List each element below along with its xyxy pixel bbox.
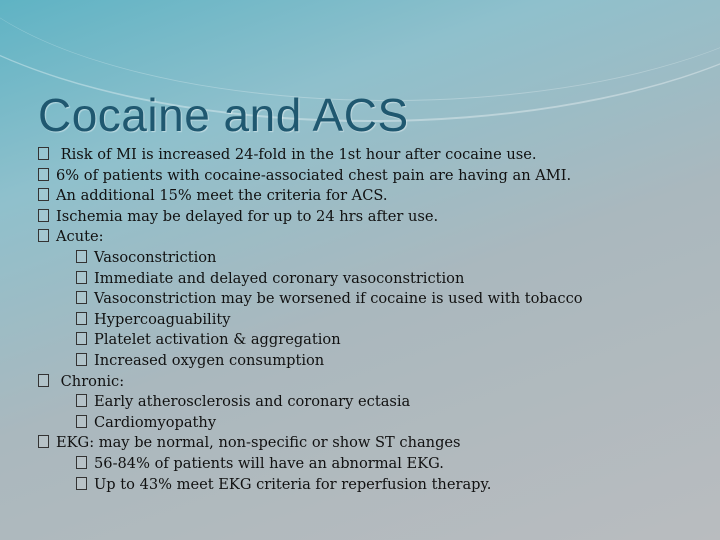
- bullet-box-icon: [76, 332, 87, 345]
- bullet-text: An additional 15% meet the criteria for ACS.: [56, 187, 388, 205]
- bullet-text: Up to 43% meet EKG criteria for reperfusion therapy.: [94, 475, 492, 493]
- bullet-text: 6% of patients with cocaine-associated chest pain are having an AMI.: [56, 166, 572, 184]
- bullet-text: Acute:: [56, 228, 104, 246]
- bullet-box-icon: [38, 209, 49, 222]
- bullet-text: Hypercoaguability: [94, 310, 231, 328]
- sub-bullet-item: [38, 248, 710, 269]
- bullet-box-icon: [76, 271, 87, 284]
- bullet-box-icon: [76, 415, 87, 428]
- bullet-item: [38, 372, 710, 393]
- bullet-text: Vasoconstriction may be worsened if cocaine is used with tobacco: [94, 290, 583, 308]
- sub-bullet-item: [38, 392, 710, 413]
- bullet-text: Cardiomyopathy: [94, 413, 217, 431]
- bullet-item: [38, 207, 710, 228]
- bullet-box-icon: [38, 188, 49, 201]
- sub-bullet-item: [38, 351, 710, 372]
- bullet-text: 56-84% of patients will have an abnormal EKG.: [94, 454, 444, 472]
- bullet-box-icon: [76, 456, 87, 469]
- bullet-box-icon: [38, 374, 49, 387]
- sub-bullet-item: [38, 475, 710, 496]
- bullet-item: [38, 433, 710, 454]
- bullet-text: Immediate and delayed coronary vasoconstriction: [94, 269, 465, 287]
- bullet-item: [38, 186, 710, 207]
- sub-bullet-item: [38, 413, 710, 434]
- bullet-box-icon: [76, 250, 87, 263]
- bullet-text: Platelet activation & aggregation: [94, 331, 341, 349]
- bullet-text: Increased oxygen consumption: [94, 351, 325, 369]
- bullet-box-icon: [38, 168, 49, 181]
- sub-bullet-item: [38, 310, 710, 331]
- bullet-item: [38, 145, 710, 166]
- bullet-text: Vasoconstriction: [94, 248, 217, 266]
- bullet-text: Chronic:: [56, 372, 125, 390]
- bullet-text: Risk of MI is increased 24-fold in the 1st hour after cocaine use.: [56, 146, 537, 163]
- sub-bullet-item: [38, 269, 710, 290]
- bullet-box-icon: [76, 394, 87, 407]
- sub-bullet-item: [38, 454, 710, 475]
- bullet-box-icon: [38, 147, 49, 160]
- bullet-box-icon: [76, 291, 87, 304]
- bullet-box-icon: [38, 229, 49, 242]
- bullet-box-icon: [76, 312, 87, 325]
- bullet-box-icon: [76, 353, 87, 366]
- bullet-list: [38, 145, 710, 495]
- slide-title: Cocaine and ACS: [38, 89, 409, 141]
- bullet-text: EKG: may be normal, non-specific or show ST changes: [56, 434, 461, 452]
- bullet-text: Ischemia may be delayed for up to 24 hrs after use.: [56, 207, 439, 225]
- bullet-box-icon: [76, 477, 87, 490]
- sub-bullet-item: [38, 330, 710, 351]
- sub-bullet-item: [38, 289, 710, 310]
- bullet-item: [38, 166, 710, 187]
- bullet-box-icon: [38, 435, 49, 448]
- bullet-item: [38, 227, 710, 248]
- bullet-text: Early atherosclerosis and coronary ectasia: [94, 393, 411, 411]
